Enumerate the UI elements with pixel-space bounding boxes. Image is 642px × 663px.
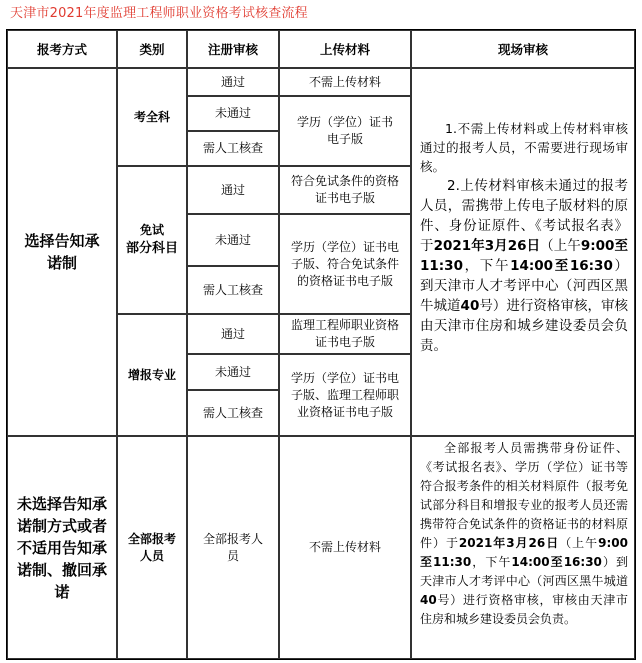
materials-cell: 符合免试条件的资格证书电子版: [279, 166, 411, 214]
note-text: ，下午: [462, 258, 511, 274]
category-label: 免试: [139, 222, 164, 237]
category-exempt-partial: [117, 166, 187, 314]
note-number: 40: [460, 298, 480, 314]
note-time: 9:00至11:30: [420, 238, 628, 274]
note-date: 2021年3月26日: [458, 536, 560, 550]
note-time: 9:00至11:30: [420, 536, 628, 569]
materials-cell: 学历（学位）证书电子版、监理工程师职业资格证书电子版: [279, 354, 411, 436]
onsite-review-notes: [411, 436, 635, 659]
onsite-review-notes: [411, 68, 635, 436]
materials-cell: 监理工程师职业资格证书电子版: [279, 314, 411, 354]
status-passed: 通过: [187, 166, 279, 214]
status-passed: 通过: [187, 314, 279, 354]
category-label: 部分科目: [125, 240, 178, 256]
header-upload-materials: 上传材料: [279, 30, 411, 68]
category-full-subjects: 考全科: [117, 68, 187, 166]
page-title: 天津市2021年度监理工程师职业资格考试核查流程: [10, 6, 308, 21]
note-number: 40: [420, 593, 437, 607]
note-text: ，下午: [471, 555, 512, 569]
category-all-applicants: 全部报考人员: [117, 436, 187, 659]
note-paragraph: [420, 176, 628, 356]
method-notification-commitment: 选择告知承诺制: [7, 68, 117, 436]
materials-cell: 学历（学位）证书电子版: [279, 96, 411, 166]
note-text: ）到天津市人才考评中心（河西区黑牛城道: [420, 555, 628, 588]
status-manual-check: 需人工核查: [187, 131, 279, 166]
status-manual-check: 需人工核查: [187, 390, 279, 436]
note-text: ）到天津市人才考评中心（河西区黑牛城道: [420, 258, 628, 314]
status-failed: 未通过: [187, 354, 279, 390]
note-text: 2.上传材料审核未通过的报考人员，需携带上传电子版材料的原件、身份证原件、《考试报名表》于: [420, 178, 628, 254]
materials-cell: 学历（学位）证书电子版、符合免试条件的资格证书电子版: [279, 214, 411, 314]
note-text: （上午: [540, 238, 581, 254]
method-no-commitment: 未选择告知承诺制方式或者不适用告知承诺制、撤回承诺: [7, 436, 117, 659]
note-time: 14:00至16:30: [510, 258, 613, 274]
note-paragraph: 1.不需上传材料或上传材料审核通过的报考人员，不需要进行现场审核。: [420, 121, 628, 174]
header-onsite-review: 现场审核: [411, 30, 635, 68]
category-additional-major: 增报专业: [117, 314, 187, 436]
note-paragraph: [420, 439, 628, 629]
note-text: 全部报考人员需携带身份证件、《考试报名表》、学历（学位）证书等符合报考条件的相关材料原件（报考免试部分科目和增报专业的报考人员还需携带符合免试条件的资格证书的材料原件）于: [420, 441, 628, 550]
status-failed: 未通过: [187, 214, 279, 266]
materials-cell: 不需上传材料: [279, 68, 411, 96]
header-category: 类别: [117, 30, 187, 68]
status-failed: 未通过: [187, 96, 279, 131]
note-time: 14:00至16:30: [511, 555, 602, 569]
note-text: 号）进行资格审核，审核由天津市住房和城乡建设委员会负责。: [420, 298, 629, 354]
header-registration-review: 注册审核: [187, 30, 279, 68]
review-process-table: [6, 29, 636, 660]
status-all-applicants: 全部报考人员: [187, 436, 279, 659]
note-text: 号）进行资格审核，审核由天津市住房和城乡建设委员会负责。: [420, 593, 628, 626]
note-date: 2021年3月26日: [433, 238, 541, 254]
materials-cell: 不需上传材料: [279, 436, 411, 659]
status-manual-check: 需人工核查: [187, 266, 279, 314]
header-method: 报考方式: [7, 30, 117, 68]
status-passed: 通过: [187, 68, 279, 96]
note-text: （上午: [559, 536, 599, 550]
